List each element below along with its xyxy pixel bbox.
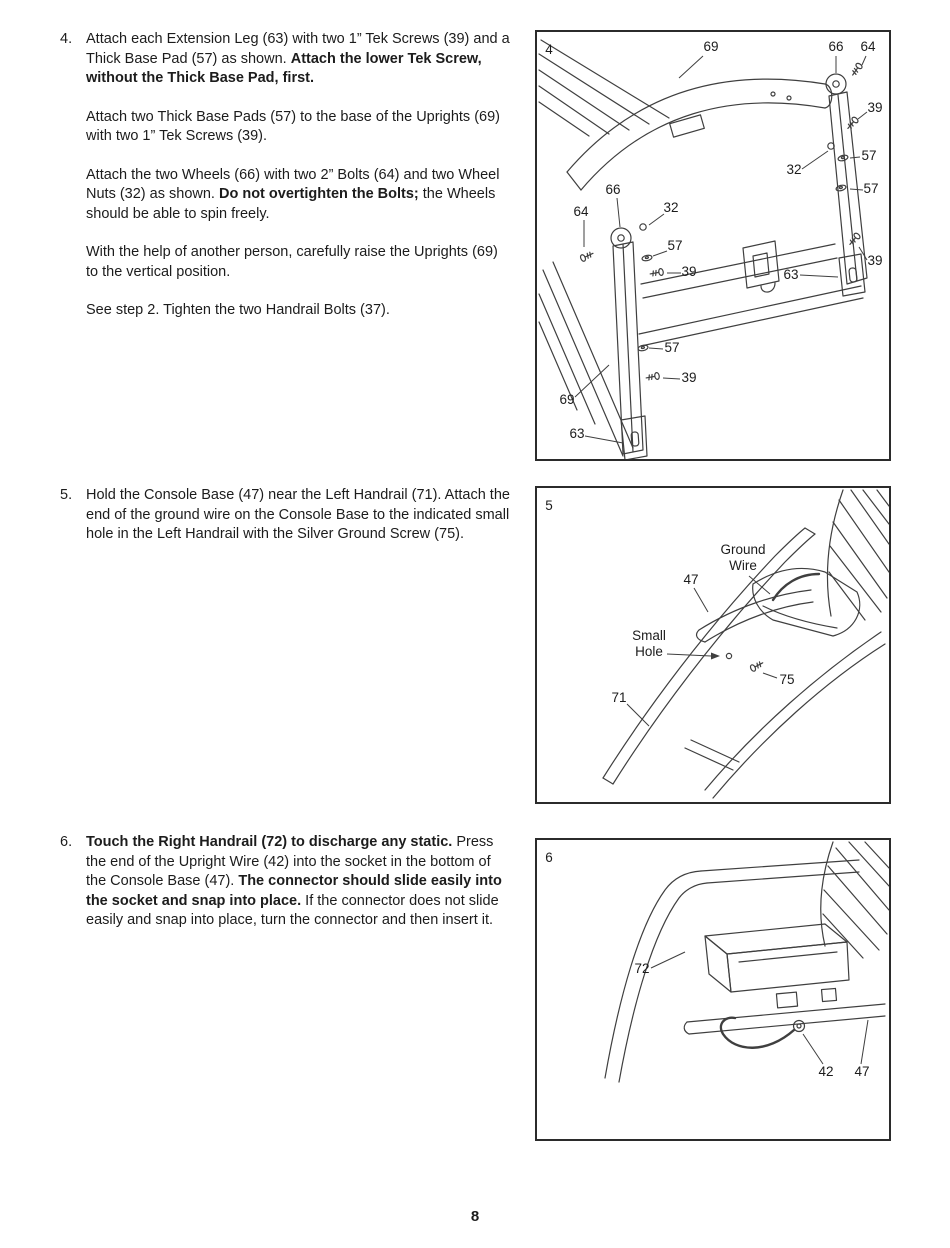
text-segment-bold: Attach the lower Tek Screw, without the Thick Base Pad, first. xyxy=(86,50,482,86)
callout-72: 72 xyxy=(634,961,650,976)
callout-69: 69 xyxy=(559,392,575,407)
figure-number-label: 5 xyxy=(545,498,553,513)
figure-6-drawing xyxy=(537,840,889,1139)
text-segment: If the connector does not slide easily and snap into place, turn the connector and then insert it. xyxy=(86,892,499,928)
text-segment: Attach the two Wheels (66) with two 2” Bolts (64) and two Wheel Nuts (32) as shown. xyxy=(86,166,500,202)
callout-47: 47 xyxy=(854,1064,870,1079)
figure-4-box xyxy=(535,30,891,461)
paragraph xyxy=(86,30,512,89)
callout-64: 64 xyxy=(573,204,589,219)
callout-57: 57 xyxy=(664,340,680,355)
paragraph xyxy=(86,833,512,931)
figure-5-drawing xyxy=(537,488,889,802)
hardware-art xyxy=(580,62,863,381)
text-segment: With the help of another person, carefully raise the Uprights (69) to the vertical position. xyxy=(86,244,498,280)
callout-32: 32 xyxy=(663,200,679,215)
callout-small-hole: Hole xyxy=(635,644,663,659)
text-segment: Attach each Extension Leg (63) with two 1” Tek Screws (39) and a Thick Base Pad (57) as shown. xyxy=(86,31,510,67)
callout-64: 64 xyxy=(860,39,876,54)
callout-42: 42 xyxy=(818,1064,834,1079)
paragraph xyxy=(86,243,512,282)
step-4 xyxy=(60,30,512,321)
paragraph xyxy=(86,301,512,321)
step-6 xyxy=(60,833,512,931)
text-segment: the Wheels should be able to spin freely. xyxy=(86,186,496,222)
callout-small-hole: Small xyxy=(632,628,666,643)
treadmill-frame-art xyxy=(539,40,867,459)
step-4-text xyxy=(86,30,512,321)
figure-number-label: 6 xyxy=(545,850,553,865)
text-segment: Press the end of the Upright Wire (42) into the socket in the bottom of the Console Base (47). xyxy=(86,834,494,889)
callout-ground-wire: Wire xyxy=(729,558,757,573)
callout-39: 39 xyxy=(867,253,883,268)
paragraph xyxy=(86,108,512,147)
text-segment: Hold the Console Base (47) near the Left Handrail (71). Attach the end of the ground wire on the Console Base to the indicated small hole in the Left Handrail with the Silver Ground Screw (75). xyxy=(86,487,510,542)
step-5-text xyxy=(86,486,512,545)
callout-63: 63 xyxy=(783,267,799,282)
leader-lines xyxy=(575,56,867,443)
callout-69: 69 xyxy=(703,39,719,54)
text-segment-bold: The connector should slide easily into the socket and snap into place. xyxy=(86,873,502,909)
paragraph xyxy=(86,166,512,225)
callout-63: 63 xyxy=(569,426,585,441)
figure-number-label: 4 xyxy=(545,42,553,57)
page-number: 8 xyxy=(470,1208,480,1225)
callout-39: 39 xyxy=(867,100,883,115)
callout-39: 39 xyxy=(681,370,697,385)
callout-66: 66 xyxy=(605,182,621,197)
text-segment-bold: Do not overtighten the Bolts; xyxy=(218,186,419,202)
figure-6-box xyxy=(535,838,891,1141)
callout-75: 75 xyxy=(779,672,795,687)
step-4-number: 4. xyxy=(60,31,73,47)
step-6-text xyxy=(86,833,512,931)
callout-57: 57 xyxy=(863,181,879,196)
step-5 xyxy=(60,486,512,545)
callout-57: 57 xyxy=(667,238,683,253)
text-segment: See step 2. Tighten the two Handrail Bolts (37). xyxy=(86,302,390,318)
figure-6-callouts xyxy=(545,850,869,1079)
paragraph xyxy=(86,486,512,545)
callout-39: 39 xyxy=(681,264,697,279)
callout-66: 66 xyxy=(828,39,844,54)
callout-47: 47 xyxy=(683,572,699,587)
step-5-number: 5. xyxy=(60,487,73,503)
callout-57: 57 xyxy=(861,148,877,163)
figure-5-box xyxy=(535,486,891,804)
text-segment: Attach two Thick Base Pads (57) to the base of the Uprights (69) with two 1” Tek Screws (39). xyxy=(86,108,501,144)
step-6-number: 6. xyxy=(60,834,73,850)
callout-32: 32 xyxy=(786,162,802,177)
callout-71: 71 xyxy=(611,690,627,705)
text-segment-bold: Touch the Right Handrail (72) to discharge any static. xyxy=(86,834,457,850)
figure-4-drawing xyxy=(537,32,889,459)
callout-ground-wire: Ground xyxy=(720,542,766,557)
ground-screw-art xyxy=(749,660,764,672)
